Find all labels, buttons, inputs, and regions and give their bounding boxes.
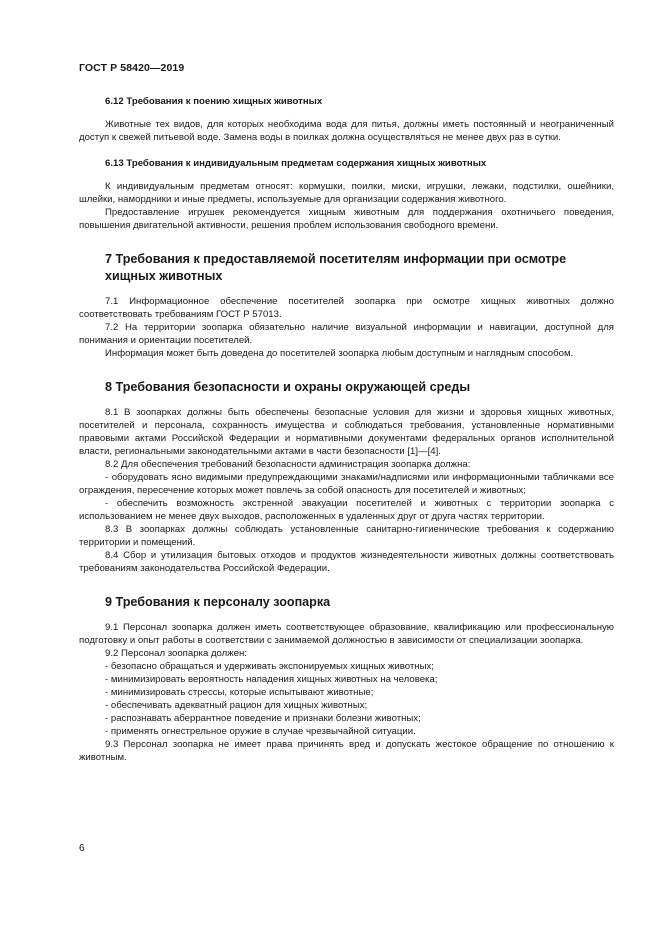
list-item: - минимизировать вероятность нападения хищных животных на человека;: [105, 674, 438, 685]
paragraph: К индивидуальным предметам относят: кормушки, поилки, миски, игрушки, лежаки, подстилки, ошейники, шлейки, намордники и иные предметы, используемые для организации содержания животного.: [79, 181, 614, 205]
list-item: - обеспечивать адекватный рацион для хищных животных;: [105, 700, 368, 711]
subsection-6-12-title: 6.12 Требования к поению хищных животных: [105, 96, 323, 107]
paragraph: 7.2 На территории зоопарка обязательно наличие визуальной информации и навигации, доступной для понимания и ориентации посетителей.: [79, 322, 614, 346]
subsection-6-13-title: 6.13 Требования к индивидуальным предметам содержания хищных животных: [105, 158, 487, 169]
paragraph: 8.4 Сбор и утилизация бытовых отходов и продуктов жизнедеятельности животных должны соответствовать требованиям законодательства Российской Федерации.: [79, 550, 614, 574]
page-number: 6: [79, 843, 85, 854]
list-item: - обеспечить возможность экстренной эвакуации посетителей и животных с территории зоопарка с использованием не менее двух выходов, расположенных в удаленных друг от друга частях территории.: [79, 498, 614, 522]
paragraph: 9.1 Персонал зоопарка должен иметь соответствующее образование, квалификацию или профессиональную подготовку и опыт работы в соответствии с занимаемой должностью в зависимости от специализации зоопарка.: [79, 622, 614, 646]
paragraph: 9.2 Персонал зоопарка должен:: [105, 648, 247, 659]
section-8-title: 8 Требования безопасности и охраны окружающей среды: [105, 380, 471, 394]
list-item: - безопасно обращаться и удерживать экспонируемых хищных животных;: [105, 661, 434, 672]
list-item: - распознавать аберрантное поведение и признаки болезни животных;: [105, 713, 421, 724]
paragraph: Информация может быть доведена до посетителей зоопарка любым доступным и наглядным способом.: [105, 348, 574, 359]
paragraph: Животные тех видов, для которых необходима вода для питья, должны иметь постоянный и неограниченный доступ к свежей питьевой воде. Замена воды в поилках должна осуществляться не менее двух раз в сутки.: [79, 119, 614, 143]
section-7-title: 7 Требования к предоставляемой посетителям информации при осмотре хищных животных: [105, 252, 567, 283]
page-content: [79, 95, 614, 764]
list-item: - минимизировать стрессы, которые испытывают животные;: [105, 687, 374, 698]
paragraph: 8.2 Для обеспечения требований безопасности администрация зоопарка должна:: [105, 459, 471, 470]
paragraph: Предоставление игрушек рекомендуется хищным животным для поддержания охотничьего поведения, повышения двигательной активности, решения проблем использования свободного времени.: [79, 207, 614, 231]
section-9-title: 9 Требования к персоналу зоопарка: [105, 595, 331, 609]
document-id-header: ГОСТ Р 58420—2019: [79, 62, 185, 74]
paragraph: 7.1 Информационное обеспечение посетителей зоопарка при осмотре хищных животных должно соответствовать требованиям ГОСТ Р 57013.: [79, 296, 614, 320]
list-item: - оборудовать ясно видимыми предупреждающими знаками/надписями или информационными табличками все ограждения, пересечение которых может повлечь за собой опасность для посетителей и животных;: [79, 472, 614, 496]
paragraph: 9.3 Персонал зоопарка не имеет права причинять вред и допускать жестокое обращение по отношению к животным.: [79, 739, 614, 763]
paragraph: 8.3 В зоопарках должны соблюдать установленные санитарно-гигиенические требования к содержанию территории и помещений.: [79, 524, 614, 548]
paragraph: 8.1 В зоопарках должны быть обеспечены безопасные условия для жизни и здоровья хищных животных, посетителей и персонала, сохранность имущества и соблюдаться требования, установленные нормативными правовыми актами Российской Федерации и нормативными документами федеральных органов исполнительной власти, региональными законодательными актами в части безопасности [1]—[4].: [79, 407, 614, 457]
list-item: - применять огнестрельное оружие в случае чрезвычайной ситуации.: [105, 726, 416, 737]
